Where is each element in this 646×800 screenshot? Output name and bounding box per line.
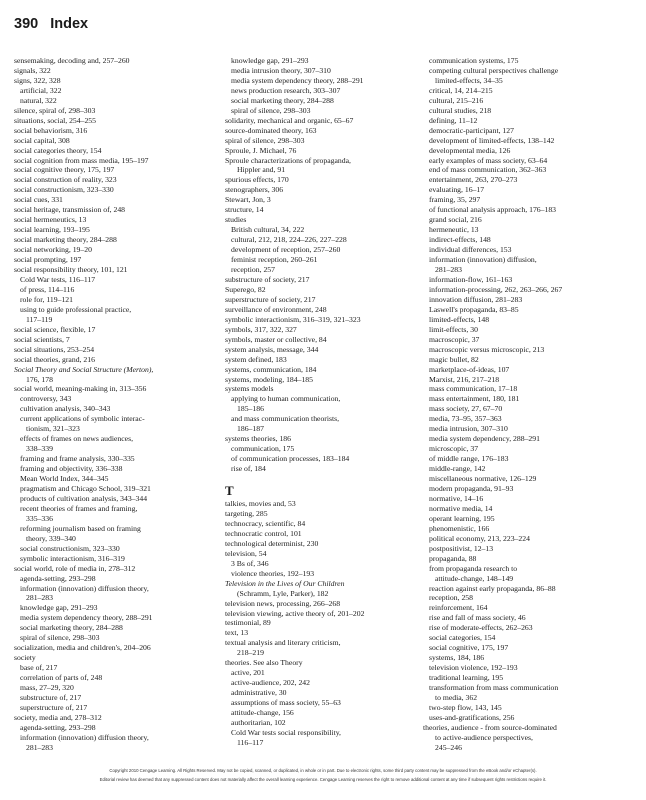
index-subentry: grand social, 216 (429, 215, 482, 225)
index-entry: social cues, 331 (14, 195, 63, 205)
index-subentry: operant learning, 195 (429, 513, 495, 523)
page-title: Index (50, 16, 89, 32)
index-subentry: of communication processes, 183–184 (231, 454, 350, 464)
index-subentry: miscellaneous normative, 126–129 (429, 474, 537, 484)
index-subentry: Mean World Index, 344–345 (20, 474, 109, 484)
index-subentry: correlation of parts of, 248 (20, 673, 103, 683)
index-subentry: limited-effects, 34–35 (435, 75, 503, 85)
index-entry: social categories theory, 154 (14, 145, 102, 155)
index-entry: testimonial, 89 (225, 618, 271, 628)
index-subentry: of press, 114–116 (20, 284, 75, 294)
index-subentry: social marketing theory, 284–288 (20, 623, 123, 633)
index-subentry: 281–283 (26, 742, 53, 752)
index-subentry: 185–186 (237, 404, 264, 414)
index-subentry: from propaganda research to (429, 563, 518, 573)
index-entry: technocratic control, 101 (225, 528, 302, 538)
index-subentry: 186–187 (237, 424, 264, 434)
index-subentry: knowledge gap, 291–293 (231, 56, 309, 65)
index-subentry: individual differences, 153 (429, 245, 512, 255)
index-subentry: and mass communication theorists, (231, 414, 340, 424)
index-entry: system defined, 183 (225, 354, 287, 364)
index-entry: Sproule characterizations of propaganda, (225, 155, 351, 165)
index-entry: social behaviorism, 316 (14, 125, 88, 135)
index-subentry: limited-effects, 148 (429, 314, 490, 324)
index-subentry: critical, 14, 214–215 (429, 85, 493, 95)
index-columns (14, 56, 634, 752)
index-entry: symbolic interactionism, 316–319, 321–323 (225, 314, 361, 324)
index-subentry: 218–219 (237, 648, 264, 658)
index-entry: social cognitive theory, 175, 197 (14, 165, 115, 175)
index-entry: socialization, media and children's, 204–206 (14, 643, 151, 653)
index-entry: signals, 322 (14, 65, 51, 75)
index-subentry: framing and objectivity, 336–338 (20, 464, 123, 474)
index-column-2 (225, 56, 425, 748)
index-subentry: television violence, 192–193 (429, 663, 518, 673)
index-subentry: recent theories of frames and framing, (20, 503, 138, 513)
index-subentry: indirect-effects, 148 (429, 235, 491, 245)
index-subentry: Cold War tests social responsibility, (231, 727, 341, 737)
index-subentry: products of cultivation analysis, 343–344 (20, 493, 148, 503)
index-subentry: substructure of, 217 (20, 693, 82, 702)
index-entry: social marketing theory, 284–288 (14, 235, 117, 245)
index-subentry: modern propaganda, 91–93 (429, 483, 514, 493)
index-entry: systems theories, 186 (225, 434, 291, 444)
index-entry: social networking, 19–20 (14, 245, 92, 255)
index-subentry: authoritarian, 102 (231, 718, 286, 727)
index-subentry: using to guide professional practice, (20, 304, 132, 314)
index-subentry: symbolic interactionism, 316–319 (20, 553, 125, 563)
index-column-3 (423, 56, 623, 753)
index-subentry: democratic-participant, 127 (429, 125, 514, 135)
index-subentry: tionism, 321–323 (26, 424, 80, 434)
index-entry: situations, social, 254–255 (14, 115, 96, 125)
index-subentry: social marketing theory, 284–288 (231, 95, 334, 105)
index-subentry: competing cultural perspectives challenge (429, 65, 559, 75)
index-subentry: to media, 362 (435, 693, 478, 702)
index-subentry: reception, 257 (231, 265, 275, 275)
index-subentry: mass entertainment, 180, 181 (429, 394, 520, 404)
index-entry: Social Theory and Social Structure (Merton), (14, 364, 154, 374)
index-entry: talkies, movies and, 53 (225, 499, 296, 509)
index-subentry: spiral of silence, 298–303 (231, 105, 311, 115)
index-subentry: to active-audience perspectives, (435, 732, 533, 742)
index-subentry: magic bullet, 82 (429, 354, 479, 364)
index-subentry: knowledge gap, 291–293 (20, 603, 98, 613)
index-subentry: marketplace-of-ideas, 107 (429, 364, 510, 374)
index-subentry: of middle range, 176–183 (429, 454, 509, 464)
index-entry: social world, meaning-making in, 313–356 (14, 384, 147, 394)
index-subentry: 338–339 (26, 444, 53, 454)
index-subentry: systems, 184, 186 (429, 653, 485, 663)
index-subentry: entertainment, 263, 270–273 (429, 175, 518, 185)
index-subentry: effects of frames on news audiences, (20, 434, 133, 444)
index-entry: spurious effects, 170 (225, 175, 289, 185)
index-subentry: reaction against early propaganda, 86–88 (429, 583, 556, 593)
index-entry: sensemaking, decoding and, 257–260 (14, 56, 130, 65)
index-subentry: media system dependency theory, 288–291 (231, 75, 364, 85)
index-subentry: feminist reception, 260–261 (231, 255, 318, 265)
index-entry: social science, flexible, 17 (14, 324, 96, 334)
index-subentry: of functional analysis approach, 176–183 (429, 205, 557, 215)
index-entry: substructure of society, 217 (225, 274, 310, 284)
index-subentry: cultivation analysis, 340–343 (20, 404, 111, 414)
index-subentry: cultural, 212, 218, 224–226, 227–228 (231, 235, 347, 245)
index-subentry: reinforcement, 164 (429, 603, 488, 613)
index-subentry: information-processing, 262, 263–266, 267 (429, 284, 563, 294)
index-subentry: communication systems, 175 (429, 56, 519, 65)
index-subentry: attitude-change, 156 (231, 708, 294, 718)
index-entry: systems models (225, 384, 274, 394)
index-subentry: spiral of silence, 298–303 (20, 633, 100, 643)
index-subentry: media intrusion theory, 307–310 (231, 65, 331, 75)
index-subentry: Cold War tests, 116–117 (20, 274, 96, 284)
index-subentry: traditional learning, 195 (429, 673, 504, 683)
index-entry: studies (225, 215, 247, 225)
index-subentry: active-audience, 202, 242 (231, 678, 310, 688)
index-entry: social construction of reality, 323 (14, 175, 117, 185)
index-entry: society, media and, 278–312 (14, 712, 102, 722)
index-subentry: evaluating, 16–17 (429, 185, 485, 195)
index-subentry: violence theories, 192–193 (231, 568, 315, 578)
index-entry: social hermeneutics, 13 (14, 215, 87, 225)
index-subentry: communication, 175 (231, 444, 295, 454)
index-subentry: development of limited-effects, 138–142 (429, 135, 555, 145)
index-entry: surveillance of environment, 248 (225, 304, 327, 314)
index-subentry: current applications of symbolic interac- (20, 414, 145, 424)
index-subentry: cultural, 215–216 (429, 95, 484, 105)
index-entry: targeting, 285 (225, 508, 268, 518)
index-entry: Superego, 82 (225, 284, 266, 294)
index-entry: stenographers, 306 (225, 185, 284, 195)
index-subentry: normative, 14–16 (429, 493, 484, 503)
index-entry: television viewing, active theory of, 201–202 (225, 608, 365, 618)
index-entry: source-dominated theory, 163 (225, 125, 317, 135)
index-subentry: Marxist, 216, 217–218 (429, 374, 500, 384)
section-letter: T (225, 483, 234, 499)
index-subentry: administrative, 30 (231, 688, 287, 698)
index-subentry: agenda-setting, 293–298 (20, 573, 96, 583)
index-subentry: end of mass communication, 362–363 (429, 165, 547, 175)
copyright-notice: Copyright 2010 Cengage Learning. All Rights Reserved. May not be copied, scanned, or duplicated, in whole or in part. Due to electronic rights, some third party content may be suppressed from the eBook and/or eChapter(s). (109, 768, 537, 773)
index-subentry: assumptions of mass society, 55–63 (231, 698, 341, 708)
index-subentry: 3 Bs of, 346 (231, 558, 269, 568)
index-subentry: rise and fall of mass society, 46 (429, 613, 526, 623)
index-entry: textual analysis and literary criticism, (225, 638, 341, 648)
index-entry: systems, communication, 184 (225, 364, 317, 374)
index-subentry: (Schramm, Lyle, Parker), 182 (237, 588, 329, 598)
index-subentry: middle-range, 142 (429, 464, 486, 474)
index-subentry: artificial, 322 (20, 85, 62, 95)
index-subentry: cultural studies, 218 (429, 105, 492, 115)
index-subentry: normative media, 14 (429, 503, 493, 513)
index-entry: superstructure of society, 217 (225, 294, 316, 304)
index-subentry: two-step flow, 143, 145 (429, 702, 502, 712)
index-subentry: hermeneutic, 13 (429, 225, 479, 235)
index-subentry: social constructionism, 323–330 (20, 543, 120, 553)
index-entry: social capital, 308 (14, 135, 70, 145)
index-subentry: news production research, 303–307 (231, 85, 341, 95)
index-subentry: early examples of mass society, 63–64 (429, 155, 548, 165)
index-subentry: development of reception, 257–260 (231, 245, 341, 255)
index-subentry: 245–246 (435, 742, 462, 752)
index-subentry: developmental media, 126 (429, 145, 511, 155)
index-subentry: Laswell's propaganda, 83–85 (429, 304, 519, 314)
index-entry: social world, role of media in, 278–312 (14, 563, 136, 573)
index-entry: Stewart, Jon, 3 (225, 195, 271, 205)
index-entry: television, 54 (225, 548, 267, 558)
index-subentry: mass communication, 17–18 (429, 384, 518, 394)
index-subentry: political economy, 213, 223–224 (429, 533, 530, 543)
index-subentry: superstructure of, 217 (20, 702, 88, 712)
index-subentry: innovation diffusion, 281–283 (429, 294, 523, 304)
index-subentry: postpositivist, 12–13 (429, 543, 494, 553)
editorial-notice: Editorial review has deemed that any suppressed content does not materially affect the overall learning experience. Cengage Learning reserves the right to remove additional content at any time if subsequent rights restrictions require it. (99, 777, 547, 782)
index-entry: solidarity, mechanical and organic, 65–67 (225, 115, 354, 125)
index-subentry: limit-effects, 30 (429, 324, 478, 334)
index-subentry: rise of, 184 (231, 464, 266, 474)
index-subentry: phenomenistic, 166 (429, 523, 490, 533)
index-subentry: 281–283 (26, 593, 53, 603)
index-subentry: 116–117 (237, 737, 264, 747)
index-entry: technological determinist, 230 (225, 538, 319, 548)
index-subentry: agenda-setting, 293–298 (20, 722, 96, 732)
index-entry: society (14, 653, 36, 663)
index-subentry: British cultural, 34, 222 (231, 225, 305, 235)
index-entry: systems, modeling, 184–185 (225, 374, 313, 384)
index-entry: spiral of silence, 298–303 (225, 135, 305, 145)
index-entry: social heritage, transmission of, 248 (14, 205, 126, 215)
index-entry: social situations, 253–254 (14, 344, 95, 354)
page-header (14, 16, 88, 38)
index-subentry: media system dependency, 288–291 (429, 434, 540, 444)
index-subentry: 176, 178 (26, 374, 53, 384)
index-subentry: social categories, 154 (429, 633, 496, 643)
index-subentry: reception, 258 (429, 593, 473, 603)
index-subentry: information (innovation) diffusion, (429, 255, 537, 265)
index-subentry: Hippler and, 91 (237, 165, 286, 175)
index-subentry: transformation from mass communication (429, 683, 559, 693)
index-entry: system analysis, message, 344 (225, 344, 319, 354)
index-entry: television news, processing, 266–268 (225, 598, 341, 608)
index-subentry: propaganda, 88 (429, 553, 477, 563)
index-subentry: active, 201 (231, 668, 265, 678)
index-subentry: applying to human communication, (231, 394, 341, 404)
index-entry: social scientists, 7 (14, 334, 70, 344)
index-entry: symbols, master or collective, 84 (225, 334, 327, 344)
index-subentry: role for, 119–121 (20, 294, 73, 304)
page-number: 390 (14, 16, 39, 32)
index-entry: signs, 322, 328 (14, 75, 61, 85)
index-entry: theories, audience - from source-dominated (423, 722, 557, 732)
index-entry: text, 13 (225, 628, 249, 638)
index-entry: structure, 14 (225, 205, 264, 215)
index-subentry: social cognitive, 175, 197 (429, 643, 509, 653)
index-entry: social learning, 193–195 (14, 225, 90, 235)
index-entry: theories. See also Theory (225, 658, 303, 668)
index-subentry: information (innovation) diffusion theory, (20, 583, 149, 593)
index-subentry: 335–336 (26, 513, 53, 523)
index-subentry: mass society, 27, 67–70 (429, 404, 503, 414)
index-entry: silence, spiral of, 298–303 (14, 105, 96, 115)
index-subentry: base of, 217 (20, 663, 58, 673)
index-entry: social prompting, 197 (14, 255, 82, 265)
index-subentry: defining, 11–12 (429, 115, 478, 125)
index-entry: social cognition from mass media, 195–197 (14, 155, 149, 165)
index-subentry: natural, 322 (20, 95, 57, 105)
index-subentry: media system dependency theory, 288–291 (20, 613, 153, 623)
index-subentry: attitude-change, 148–149 (435, 573, 514, 583)
index-subentry: uses-and-gratifications, 256 (429, 712, 515, 722)
index-subentry: information-flow, 161–163 (429, 274, 513, 284)
index-entry: Sproule, J. Michael, 76 (225, 145, 297, 155)
index-subentry: reforming journalism based on framing (20, 523, 141, 533)
index-subentry: controversy, 343 (20, 394, 72, 404)
index-entry: technocracy, scientific, 84 (225, 518, 306, 528)
index-subentry: mass, 27–29, 320 (20, 683, 74, 693)
index-subentry: microscopic, 37 (429, 444, 479, 454)
index-subentry: media, 73–95, 357–363 (429, 414, 502, 424)
index-subentry: theory, 339–340 (26, 533, 76, 543)
index-subentry: macroscopic versus microscopic, 213 (429, 344, 545, 354)
index-subentry: framing, 35, 297 (429, 195, 481, 205)
index-subentry: media intrusion, 307–310 (429, 424, 508, 434)
index-entry: social constructionism, 323–330 (14, 185, 114, 195)
index-entry: symbols, 317, 322, 327 (225, 324, 297, 334)
index-column-1 (14, 56, 214, 753)
index-entry: social responsibility theory, 101, 121 (14, 265, 128, 275)
index-entry: Television in the Lives of Our Children (225, 578, 345, 588)
index-entry: social theories, grand, 216 (14, 354, 95, 364)
index-subentry: 281–283 (435, 265, 462, 275)
index-subentry: framing and frame analysis, 330–335 (20, 454, 135, 464)
index-subentry: macroscopic, 37 (429, 334, 480, 344)
index-subentry: pragmatism and Chicago School, 319–321 (20, 483, 151, 493)
index-subentry: rise of moderate-effects, 262–263 (429, 623, 533, 633)
index-subentry: 117–119 (26, 314, 53, 324)
index-subentry: information (innovation) diffusion theory, (20, 732, 149, 742)
